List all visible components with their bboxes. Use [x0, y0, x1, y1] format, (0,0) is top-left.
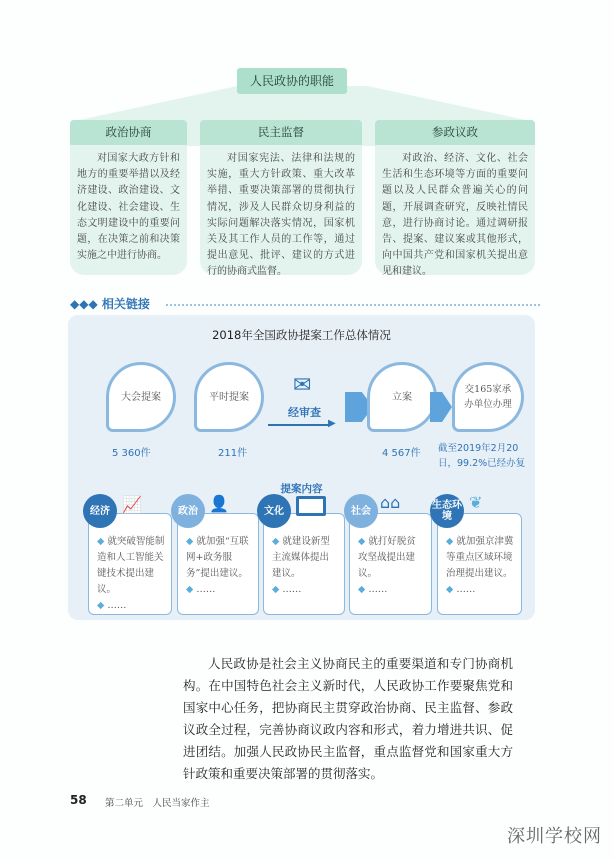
bullet-icon: ◆: [446, 536, 457, 547]
bullet-icon: ◆: [272, 536, 283, 547]
bullet-icon: ◆: [186, 536, 197, 547]
bullet-icon: ◆: [97, 536, 108, 547]
houses-icon: ⌂⌂: [380, 493, 401, 512]
dotted-divider: [166, 304, 540, 306]
flow-circle-session-proposals: 大会提案: [106, 362, 176, 432]
count-regular: 211件: [218, 448, 248, 459]
function-card-participation: [375, 120, 535, 278]
watermark: 深圳学校网: [507, 826, 602, 847]
arrow-line: [268, 424, 330, 426]
card-text: 对国家宪法、法律和法规的实施，重大方针政策、重大改革举措、重要决策部署的贯彻执行情况，涉及人民群众切身利益的实际问题解决落实情况，国家机关及其工作人员的工作等，通过提出意见、批评、建议的方式进行的协商式监督。: [207, 153, 355, 278]
proposal-card-society: [349, 513, 432, 615]
chart-title: 2018年全国政协提案工作总体情况: [212, 328, 391, 342]
page-number: 58: [70, 793, 87, 807]
proposal-text: 就突破智能制造和人工智能关键技术提出建议。: [97, 536, 165, 595]
completion-note: 截至2019年2月20日，99.2%已经办复: [438, 443, 526, 469]
speaker-podium-icon: 👤: [209, 494, 229, 513]
arrow-head-icon: ▶: [328, 418, 336, 429]
monitor-icon: [296, 496, 326, 516]
bullet-icon: ◆: [186, 584, 197, 595]
bullet-icon: ◆: [446, 584, 457, 595]
proposal-more: ……: [368, 584, 388, 595]
diamonds-icon: ◆◆◆: [70, 297, 102, 311]
card-title: 参政议政: [375, 120, 535, 145]
badge-economy: 经济: [83, 494, 117, 528]
bullet-icon: ◆: [272, 584, 283, 595]
function-card-political-consultation: [70, 120, 187, 275]
flow-circle-handling: 交165家承办单位办理: [452, 362, 524, 432]
proposal-more: ……: [282, 584, 302, 595]
bullet-icon: ◆: [358, 584, 369, 595]
count-registered: 4 567件: [382, 448, 421, 459]
line-chart-icon: 📈: [122, 495, 142, 514]
proposal-text: 就建设新型主流媒体提出建议。: [272, 536, 330, 579]
body-paragraph: 人民政协是社会主义协商民主的重要渠道和专门协商机构。在中国特色社会主义新时代，人民政协工作要聚焦党和国家中心任务，把协商民主贯穿政治协商、民主监督、参政议政全过程，完善协商议政内容和形式，着力增进共识、促进团结。加强人民政协民主监督，重点监督党和国家重大方针政策和重要决策部署的贯彻落实。: [183, 656, 513, 781]
badge-ecology: 生态环境: [430, 494, 464, 528]
proposal-card-economy: [88, 513, 172, 615]
bullet-icon: ◆: [97, 600, 108, 611]
proposal-more: ……: [456, 584, 476, 595]
count-session: 5 360件: [112, 448, 151, 459]
proposal-card-culture: [263, 513, 345, 615]
flow-circle-regular-proposals: 平时提案: [194, 362, 264, 432]
flow-circle-registered: 立案: [367, 362, 437, 432]
content-title: 提案内容: [280, 483, 323, 495]
badge-society: 社会: [344, 494, 378, 528]
proposal-card-ecology: [437, 513, 522, 615]
envelope-icon: ✉: [293, 373, 312, 398]
card-text: 对政治、经济、文化、社会生活和生态环境等方面的重要问题以及人民群众普遍关心的问题，开展调查研究，反映社情民意，进行协商讨论。通过调研报告、提案、建议案或其他形式，向中国共产党和国家机关提出意见和建议。: [382, 153, 528, 278]
proposal-text: 就加强“互联网+政务服务”提出建议。: [186, 536, 249, 579]
related-heading-label: 相关链接: [101, 297, 150, 311]
card-title: 民主监督: [200, 120, 362, 145]
function-card-democratic-supervision: [200, 120, 362, 278]
proposal-card-politics: [177, 513, 259, 615]
review-label: 经审查: [288, 406, 321, 419]
diagram-title: 人民政协的职能: [237, 68, 347, 94]
proposal-more: ……: [196, 584, 216, 595]
card-title: 政治协商: [70, 120, 187, 145]
plant-icon: ❦: [469, 493, 483, 512]
badge-culture: 文化: [257, 494, 291, 528]
proposal-text: 就加强京津冀等重点区域环境治理提出建议。: [446, 536, 514, 579]
bullet-icon: ◆: [358, 536, 369, 547]
unit-title: 第二单元 人民当家作主: [105, 798, 210, 809]
badge-politics: 政治: [171, 494, 205, 528]
card-text: 对国家大政方针和地方的重要举措以及经济建设、政治建设、文化建设、社会建设、生态文明建设中的重要问题，在决策之前和决策实施之中进行协商。: [77, 153, 180, 262]
related-heading: [70, 295, 150, 312]
proposal-more: ……: [107, 600, 127, 611]
proposal-text: 就打好脱贫攻坚战提出建议。: [358, 536, 416, 579]
